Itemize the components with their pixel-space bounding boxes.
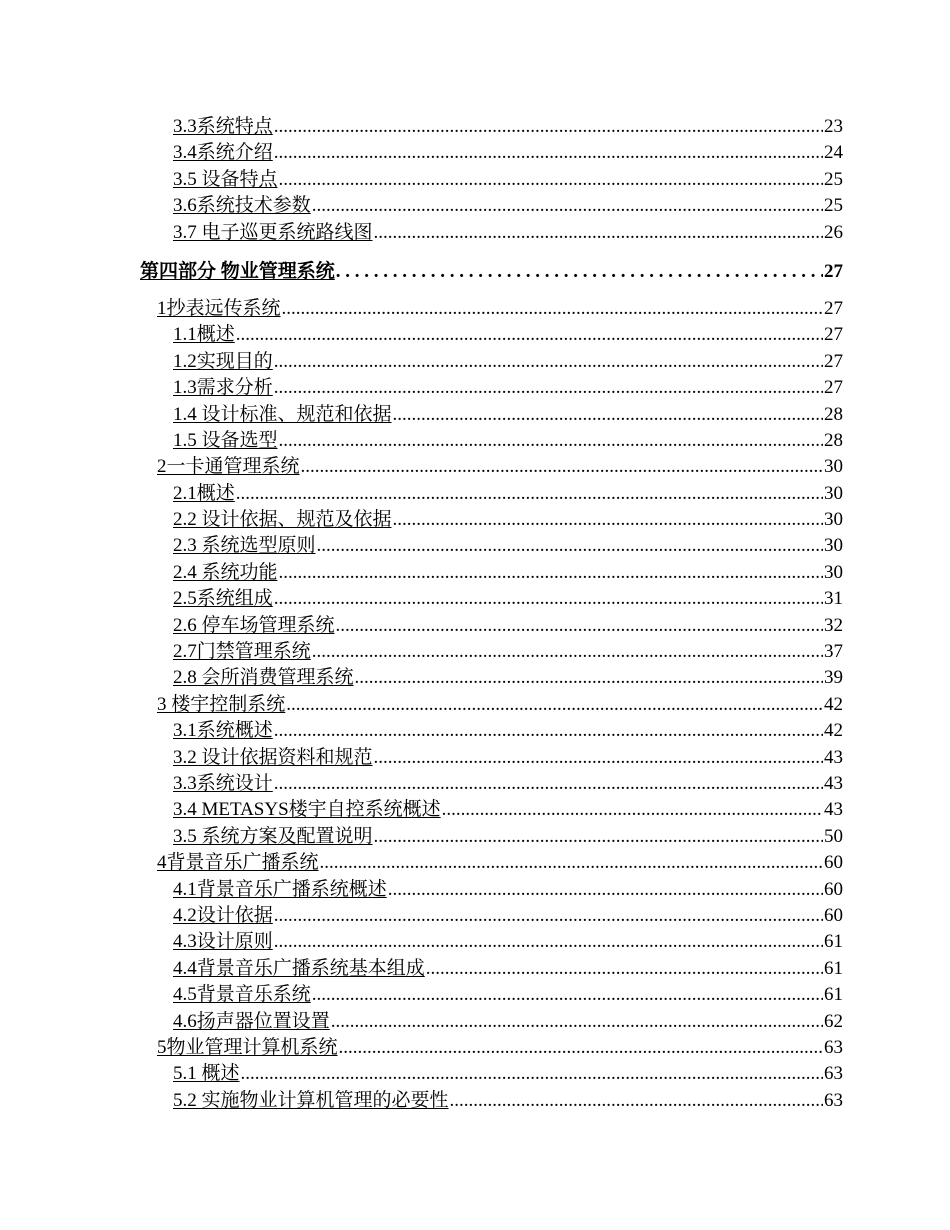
toc-page-number: 62: [824, 1010, 843, 1032]
toc-entry[interactable]: [157, 692, 843, 718]
dot-leader: [274, 375, 823, 401]
dot-leader: [442, 797, 823, 823]
toc-page-number: 42: [824, 720, 843, 742]
dot-leader: [241, 1061, 823, 1087]
toc-page-number: 25: [824, 168, 843, 190]
table-of-contents: [0, 114, 950, 1114]
toc-page-number: 30: [824, 509, 843, 531]
toc-page-number: 63: [824, 1063, 843, 1085]
toc-page-number: 28: [824, 403, 843, 425]
toc-entry-label[interactable]: 1.5 设备选型: [173, 429, 278, 451]
toc-page-number: 30: [824, 482, 843, 504]
toc-entry-label[interactable]: 2.8 会所消费管理系统: [173, 667, 354, 689]
dot-leader: [236, 322, 823, 348]
toc-page-number: 25: [824, 195, 843, 217]
toc-entry[interactable]: [173, 956, 843, 982]
toc-page-number: 60: [824, 878, 843, 900]
toc-page-number: 30: [824, 535, 843, 557]
toc-entry-label[interactable]: 5.1 概述: [173, 1063, 240, 1085]
toc-entry-label[interactable]: 2.2 设计依据、规范及依据: [173, 509, 392, 531]
dot-leader: [374, 220, 823, 246]
toc-entry[interactable]: [173, 193, 843, 219]
toc-entry[interactable]: [173, 771, 843, 797]
toc-entry-label[interactable]: 3.4系统介绍: [173, 142, 273, 164]
toc-entry-label[interactable]: 2.6 停车场管理系统: [173, 614, 335, 636]
toc-entry-label[interactable]: 3.5 系统方案及配置说明: [173, 825, 373, 847]
toc-entry-label[interactable]: 3.1系统概述: [173, 720, 273, 742]
toc-entry-label[interactable]: 3.6系统技术参数: [173, 195, 311, 217]
dot-leader: [450, 1088, 823, 1114]
toc-entry-label[interactable]: 3.3系统设计: [173, 772, 273, 794]
dot-leader: [274, 140, 823, 166]
toc-entry[interactable]: [157, 1035, 843, 1061]
dot-leader: [312, 982, 823, 1008]
dot-leader: [301, 454, 823, 480]
toc-entry[interactable]: [173, 481, 843, 507]
toc-page-number: 42: [824, 693, 843, 715]
toc-entry-label[interactable]: 2.3 系统选型原则: [173, 535, 316, 557]
dot-leader: [274, 718, 823, 744]
toc-entry[interactable]: [173, 665, 843, 691]
dot-leader: [279, 428, 823, 454]
toc-entry[interactable]: [173, 718, 843, 744]
toc-entry-label[interactable]: 3.7 电子巡更系统路线图: [173, 221, 373, 243]
toc-page-number: 27: [824, 297, 843, 319]
toc-entry[interactable]: [157, 454, 843, 480]
toc-entry-label[interactable]: 4.1背景音乐广播系统概述: [173, 878, 387, 900]
toc-entry-label[interactable]: 4.2设计依据: [173, 904, 273, 926]
toc-page-number: 60: [824, 852, 843, 874]
toc-entry-label[interactable]: 4.6扬声器位置设置: [173, 1010, 330, 1032]
dot-leader: [274, 114, 823, 140]
dot-leader: [331, 1009, 823, 1035]
dot-leader: [274, 929, 823, 955]
toc-page-number: 43: [824, 772, 843, 794]
toc-entry-label[interactable]: 2一卡通管理系统: [157, 456, 300, 478]
toc-page-number: 61: [824, 931, 843, 953]
dot-leader: [279, 167, 823, 193]
toc-page-number: 23: [824, 116, 843, 137]
toc-page-number: 30: [824, 456, 843, 478]
toc-entry[interactable]: [173, 824, 843, 850]
toc-entry-label[interactable]: 2.4 系统功能: [173, 561, 278, 583]
toc-page-number: 37: [824, 641, 843, 663]
toc-entry[interactable]: [173, 903, 843, 929]
dot-leader: [336, 252, 823, 292]
toc-page-number: 32: [824, 614, 843, 636]
toc-entry-label[interactable]: 3.3系统特点: [173, 116, 273, 137]
toc-page-number: 50: [824, 825, 843, 847]
toc-entry[interactable]: [157, 296, 843, 322]
toc-page-number: 26: [824, 221, 843, 243]
toc-entry-label[interactable]: 3.4 METASYS楼宇自控系统概述: [173, 799, 441, 821]
toc-entry[interactable]: [173, 220, 843, 246]
toc-entry-label[interactable]: 4.3设计原则: [173, 931, 273, 953]
toc-entry[interactable]: [157, 850, 843, 876]
toc-entry[interactable]: [173, 402, 843, 428]
dot-leader: [274, 586, 823, 612]
toc-entry-label[interactable]: 4.4背景音乐广播系统基本组成: [173, 957, 425, 979]
toc-page-number: 63: [824, 1089, 843, 1111]
dot-leader: [374, 824, 823, 850]
dot-leader: [282, 296, 823, 322]
toc-entry[interactable]: [173, 349, 843, 375]
toc-part-heading[interactable]: [140, 252, 843, 292]
toc-entry[interactable]: [173, 428, 843, 454]
dot-leader: [317, 533, 823, 559]
toc-page-number: 28: [824, 429, 843, 451]
dot-leader: [312, 193, 823, 219]
toc-entry[interactable]: [173, 586, 843, 612]
toc-page-number: 63: [824, 1036, 843, 1058]
toc-page-number: 27: [824, 350, 843, 372]
dot-leader: [274, 349, 823, 375]
toc-page-number: 27: [824, 377, 843, 399]
toc-page-number: 24: [824, 142, 843, 164]
toc-entry[interactable]: [173, 322, 843, 348]
toc-entry[interactable]: [173, 375, 843, 401]
toc-entry-label[interactable]: 1.3需求分析: [173, 377, 273, 399]
dot-leader: [355, 665, 823, 691]
dot-leader: [336, 613, 823, 639]
toc-entry-label[interactable]: 2.5系统组成: [173, 588, 273, 610]
toc-entry[interactable]: [173, 114, 843, 140]
toc-entry-label[interactable]: 1.2实现目的: [173, 350, 273, 372]
toc-page-number: 27: [824, 260, 843, 282]
toc-entry[interactable]: [173, 745, 843, 771]
toc-entry-label[interactable]: 4背景音乐广播系统: [157, 852, 319, 874]
toc-page-number: 43: [824, 799, 843, 821]
dot-leader: [393, 507, 823, 533]
toc-entry[interactable]: [173, 639, 843, 665]
toc-entry[interactable]: [173, 167, 843, 193]
toc-entry-label[interactable]: 2.1概述: [173, 482, 235, 504]
toc-page-number: 60: [824, 904, 843, 926]
dot-leader: [274, 771, 823, 797]
toc-entry-label[interactable]: 1.4 设计标准、规范和依据: [173, 403, 392, 425]
dot-leader: [339, 1035, 823, 1061]
dot-leader: [393, 402, 823, 428]
toc-page-number: 39: [824, 667, 843, 689]
dot-leader: [426, 956, 823, 982]
toc-page-number: 30: [824, 561, 843, 583]
toc-entry[interactable]: [173, 1009, 843, 1035]
toc-entry[interactable]: [173, 507, 843, 533]
toc-entry-label[interactable]: 5.2 实施物业计算机管理的必要性: [173, 1089, 449, 1111]
dot-leader: [286, 692, 823, 718]
dot-leader: [374, 745, 823, 771]
toc-entry[interactable]: [173, 797, 843, 823]
toc-entry[interactable]: [173, 140, 843, 166]
toc-entry-label[interactable]: 1.1概述: [173, 324, 235, 346]
dot-leader: [312, 639, 823, 665]
dot-leader: [279, 560, 823, 586]
toc-entry[interactable]: [173, 929, 843, 955]
toc-entry[interactable]: [173, 560, 843, 586]
dot-leader: [320, 850, 823, 876]
toc-page-number: 43: [824, 746, 843, 768]
toc-entry-label[interactable]: 第四部分 物业管理系统: [140, 260, 335, 282]
dot-leader: [236, 481, 823, 507]
toc-entry-label[interactable]: 1抄表远传系统: [157, 297, 281, 319]
toc-entry-label[interactable]: 3.5 设备特点: [173, 168, 278, 190]
toc-entry[interactable]: [173, 533, 843, 559]
toc-entry[interactable]: [173, 1061, 843, 1087]
toc-entry-label[interactable]: 2.7门禁管理系统: [173, 641, 311, 663]
dot-leader: [274, 903, 823, 929]
toc-entry[interactable]: [173, 877, 843, 903]
toc-entry-label[interactable]: 3 楼宇控制系统: [157, 693, 286, 715]
toc-entry[interactable]: [173, 613, 843, 639]
toc-entry-label[interactable]: 4.5背景音乐系统: [173, 984, 311, 1006]
toc-entry-label[interactable]: 5物业管理计算机系统: [157, 1036, 338, 1058]
toc-entry[interactable]: [173, 982, 843, 1008]
toc-page-number: 27: [824, 324, 843, 346]
dot-leader: [388, 877, 823, 903]
toc-page-number: 61: [824, 984, 843, 1006]
toc-page-number: 61: [824, 957, 843, 979]
toc-page-number: 31: [824, 588, 843, 610]
toc-entry-label[interactable]: 3.2 设计依据资料和规范: [173, 746, 373, 768]
toc-entry[interactable]: [173, 1088, 843, 1114]
